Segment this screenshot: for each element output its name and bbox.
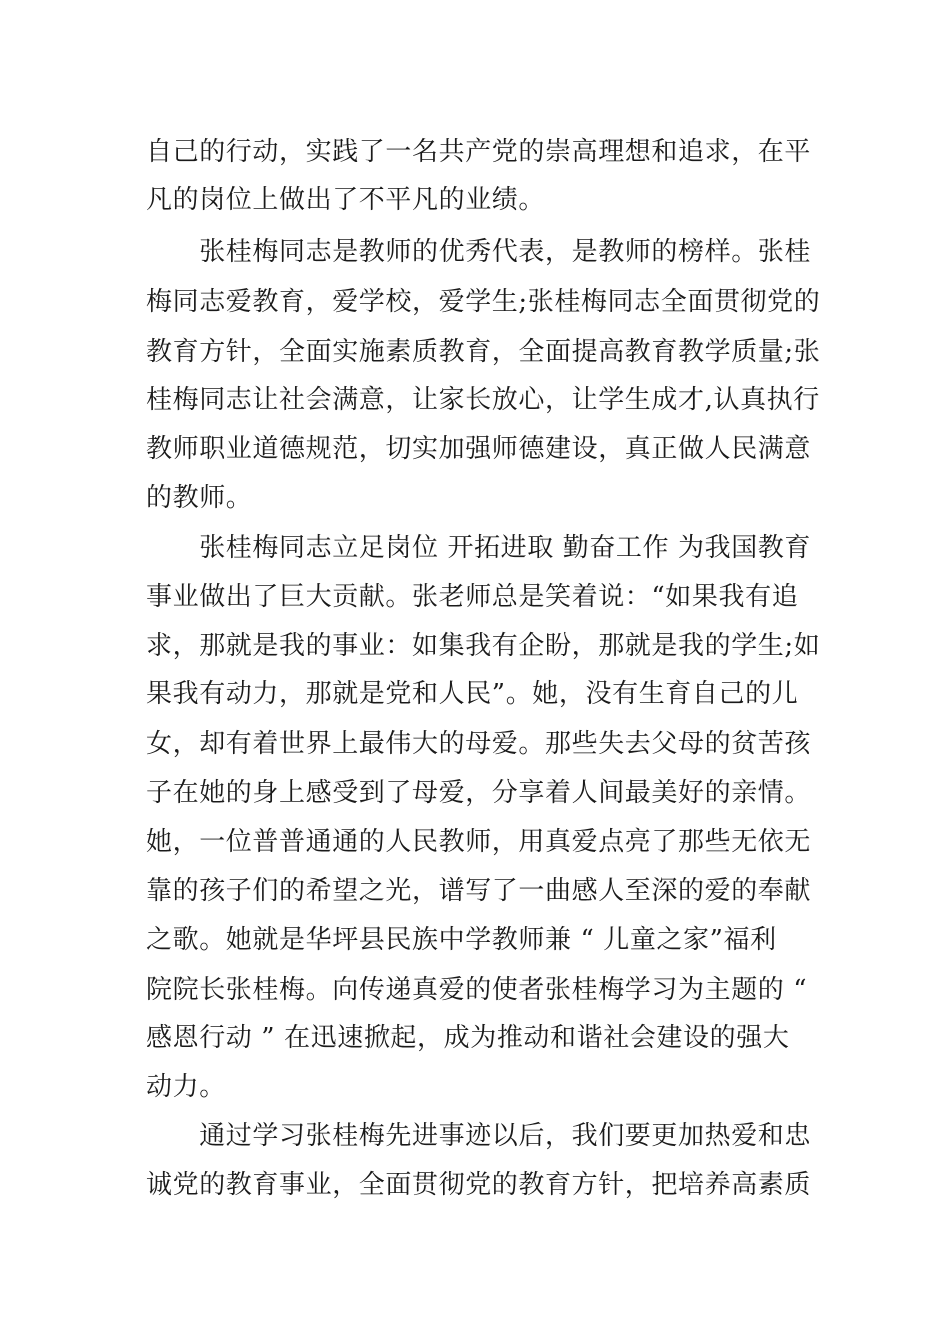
text-line: 果我有动力，那就是党和人民”。她，没有生育自己的儿 xyxy=(146,679,799,709)
text-line: 的教师。 xyxy=(146,483,253,513)
text-line: 张桂梅同志是教师的优秀代表，是教师的榜样。张桂 xyxy=(146,237,812,267)
text-line: 院院长张桂梅。向传递真爱的使者张桂梅学习为主题的 “ xyxy=(146,975,808,1005)
text-line: 动力。 xyxy=(146,1072,226,1102)
text-line: 凡的岗位上做出了不平凡的业绩。 xyxy=(146,185,546,215)
text-line: 桂梅同志让社会满意，让家长放心，让学生成才,认真执行 xyxy=(146,385,820,415)
text-line: 事业做出了巨大贡献。张老师总是笑着说：“如果我有追 xyxy=(146,582,799,612)
text-line: 张桂梅同志立足岗位 开拓进取 勤奋工作 为我国教育 xyxy=(146,533,811,563)
text-line: 之歌。她就是华坪县民族中学教师兼 “ 儿童之家”福利 xyxy=(146,925,777,955)
text-line: 通过学习张桂梅先进事迹以后，我们要更加热爱和忠 xyxy=(146,1121,812,1151)
text-line: 靠的孩子们的希望之光，谱写了一曲感人至深的爱的奉献 xyxy=(146,876,812,906)
text-line: 她，一位普普通通的人民教师，用真爱点亮了那些无依无 xyxy=(146,827,812,857)
text-line: 诚党的教育事业，全面贯彻党的教育方针，把培养高素质 xyxy=(146,1170,812,1200)
text-line: 教育方针，全面实施素质教育，全面提高教育教学质量;张 xyxy=(146,337,821,367)
text-line: 梅同志爱教育，爱学校，爱学生;张桂梅同志全面贯彻党的 xyxy=(146,287,821,317)
text-line: 感恩行动 ” 在迅速掀起，成为推动和谐社会建设的强大 xyxy=(146,1023,790,1053)
text-line: 子在她的身上感受到了母爱，分享着人间最美好的亲情。 xyxy=(146,778,812,808)
text-line: 教师职业道德规范，切实加强师德建设，真正做人民满意 xyxy=(146,434,812,464)
text-line: 女，却有着世界上最伟大的母爱。那些失去父母的贫苦孩 xyxy=(146,729,812,759)
text-line: 求，那就是我的事业：如集我有企盼，那就是我的学生;如 xyxy=(146,631,821,661)
text-line: 自己的行动，实践了一名共产党的崇高理想和追求，在平 xyxy=(146,137,812,167)
